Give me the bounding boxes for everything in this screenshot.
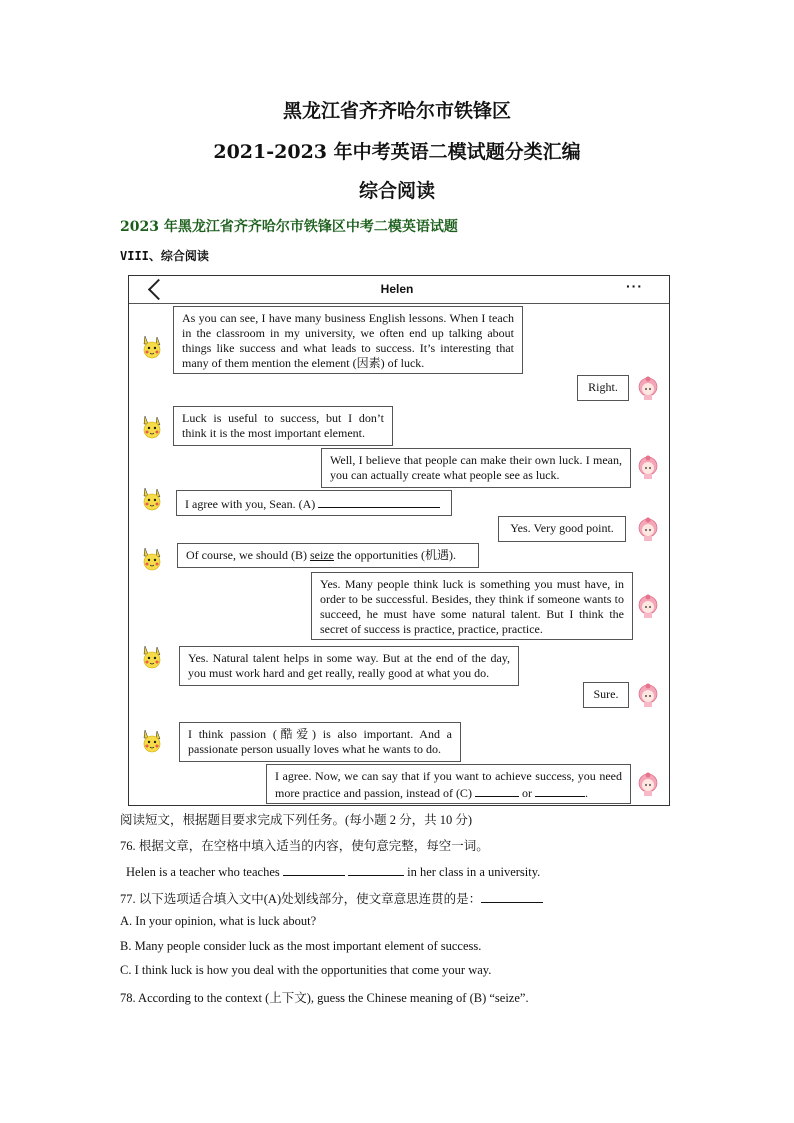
chat-message-12-text-before: I agree. Now, we can say that if you want to achieve success, you need more practice and passion, instead of (C): [275, 769, 622, 800]
pikachu-avatar-icon: [139, 486, 165, 512]
chat-message-10: Sure.: [583, 682, 629, 708]
chat-message-4: Well, I believe that people can make their own luck. I mean, you can actually create what people see as luck.: [321, 448, 631, 488]
question-77-option-c: C. I think luck is how you deal with the opportunities that come your way.: [120, 963, 492, 977]
question-78: 78. According to the context (上下文), guess the Chinese meaning of (B) “seize”.: [120, 991, 529, 1005]
pink-girl-avatar-icon: [635, 682, 661, 708]
chat-message-7-text-after: the opportunities (机遇).: [333, 548, 456, 562]
chat-message-7: [177, 543, 479, 568]
question-77-option-b: B. Many people consider luck as the most important element of success.: [120, 939, 482, 953]
pikachu-avatar-icon: [139, 546, 165, 572]
chat-message-3: Luck is useful to success, but I don’t think it is the most important element.: [173, 406, 393, 446]
pink-girl-avatar-icon: [635, 771, 661, 797]
pikachu-avatar-icon: [139, 728, 165, 754]
part-label: VIII、综合阅读: [120, 249, 209, 263]
blank-76-2[interactable]: [348, 863, 404, 876]
section-title: 2023 年黑龙江省齐齐哈尔市铁锋区中考二模英语试题: [120, 219, 458, 235]
question-77: [120, 889, 543, 907]
chat-message-5: [176, 490, 452, 516]
chat-header: [129, 276, 669, 304]
question-76: 76. 根据文章，在空格中填入适当的内容，使句意完整，每空一词。: [120, 839, 489, 853]
chat-message-12-text-mid: or: [518, 786, 535, 800]
pink-girl-avatar-icon: [635, 516, 661, 542]
instruction-text: 阅读短文，根据题目要求完成下列任务。(每小题 2 分，共 10 分): [120, 813, 473, 827]
question-76-sentence: [126, 863, 540, 880]
chat-message-1: As you can see, I have many business English lessons. When I teach in the classroom in my university, we often end up talking about things like success and what leads to success. It’s interesting that many of them mention the element (因素) of luck.: [173, 306, 523, 374]
blank-76-1[interactable]: [283, 863, 345, 876]
seize-word: seize: [309, 548, 334, 562]
chat-message-12: [266, 764, 631, 804]
question-76-sentence-before: Helen is a teacher who teaches: [126, 865, 283, 879]
question-76-sentence-after: in her class in a university.: [404, 865, 541, 879]
pikachu-avatar-icon: [139, 334, 165, 360]
document-title-line2: 2021-2023 年中考英语二模试题分类汇编: [213, 141, 581, 163]
chat-message-7-text-before: Of course, we should (B): [186, 548, 310, 562]
blank-C1[interactable]: [475, 784, 519, 797]
pink-girl-avatar-icon: [635, 454, 661, 480]
chat-contact-name: Helen: [380, 282, 414, 296]
question-77-option-a: A. In your opinion, what is luck about?: [120, 914, 317, 928]
pikachu-avatar-icon: [139, 644, 165, 670]
chat-message-5-text: I agree with you, Sean. (A): [185, 497, 319, 511]
pink-girl-avatar-icon: [635, 375, 661, 401]
chat-message-2: Right.: [577, 375, 629, 401]
blank-C2[interactable]: [535, 784, 585, 797]
pink-girl-avatar-icon: [635, 593, 661, 619]
document-title-line3: 综合阅读: [358, 180, 435, 202]
chat-message-6: Yes. Very good point.: [498, 516, 626, 542]
chat-screenshot: [128, 275, 670, 806]
document-title-line1: 黑龙江省齐齐哈尔市铁锋区: [282, 100, 511, 122]
chat-message-9: Yes. Natural talent helps in some way. But at the end of the day, you must work hard and get really, really good at what you do.: [179, 646, 519, 686]
pikachu-avatar-icon: [139, 414, 165, 440]
more-options-icon[interactable]: ···: [626, 278, 643, 294]
blank-A[interactable]: [318, 495, 440, 508]
chat-message-11: I think passion (酷爱) is also important. And a passionate person usually loves what he wants to do.: [179, 722, 461, 762]
question-77-text: 77. 以下选项适合填入文中(A)处划线部分，使文章意思连贯的是：: [120, 892, 482, 906]
chat-message-12-text-after: .: [584, 786, 588, 800]
chat-message-8: Yes. Many people think luck is something you must have, in order to be successful. Besides, they think if someone wants to succeed, he must have some natural talent. But I think the secret of success is practice, practice, practice.: [311, 572, 633, 640]
blank-77[interactable]: [481, 890, 543, 903]
